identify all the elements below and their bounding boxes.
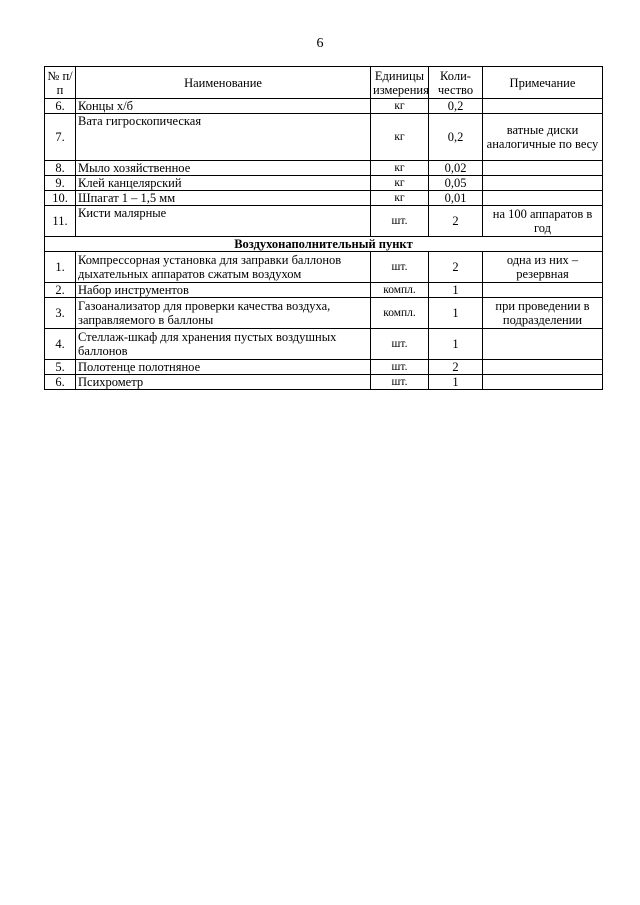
row-num: 6.	[45, 99, 76, 114]
row-unit: кг	[371, 99, 429, 114]
row-unit: кг	[371, 114, 429, 161]
row-unit: шт.	[371, 206, 429, 237]
row-qty: 0,2	[429, 114, 483, 161]
table-row	[45, 375, 603, 390]
table-row	[45, 283, 603, 298]
row-unit: шт.	[371, 360, 429, 375]
table-row	[45, 191, 603, 206]
header-qty: Коли-чество	[429, 67, 483, 99]
row-name: Клей канцелярский	[76, 176, 371, 191]
row-num: 2.	[45, 283, 76, 298]
table-row	[45, 176, 603, 191]
row-num: 6.	[45, 375, 76, 390]
row-qty: 2	[429, 360, 483, 375]
row-unit: компл.	[371, 283, 429, 298]
row-qty: 2	[429, 206, 483, 237]
row-unit: компл.	[371, 298, 429, 329]
row-note: ватные диски аналогичные по весу	[483, 114, 603, 161]
header-name: Наименование	[76, 67, 371, 99]
row-note	[483, 283, 603, 298]
row-name: Набор инструментов	[76, 283, 371, 298]
row-name: Стеллаж-шкаф для хранения пустых воздушных баллонов	[76, 329, 371, 360]
row-name: Кисти малярные	[76, 206, 371, 237]
table-header-row	[45, 67, 603, 99]
row-qty: 0,2	[429, 99, 483, 114]
row-note	[483, 375, 603, 390]
row-qty: 0,02	[429, 161, 483, 176]
row-qty: 0,05	[429, 176, 483, 191]
row-note	[483, 191, 603, 206]
table-row	[45, 252, 603, 283]
row-name: Шпагат 1 – 1,5 мм	[76, 191, 371, 206]
row-note	[483, 329, 603, 360]
row-num: 8.	[45, 161, 76, 176]
row-qty: 1	[429, 375, 483, 390]
table-row	[45, 298, 603, 329]
row-qty: 2	[429, 252, 483, 283]
row-note: при проведении в подразделении	[483, 298, 603, 329]
row-note	[483, 99, 603, 114]
row-num: 7.	[45, 114, 76, 161]
row-note: на 100 аппаратов в год	[483, 206, 603, 237]
header-num: № п/п	[45, 67, 76, 99]
row-num: 3.	[45, 298, 76, 329]
row-name: Вата гигроскопическая	[76, 114, 371, 161]
row-name: Компрессорная установка для заправки баллонов дыхательных аппаратов сжатым воздухом	[76, 252, 371, 283]
row-num: 10.	[45, 191, 76, 206]
header-unit: Единицы измерения	[371, 67, 429, 99]
row-name: Полотенце полотняное	[76, 360, 371, 375]
row-name: Газоанализатор для проверки качества воздуха, заправляемого в баллоны	[76, 298, 371, 329]
row-num: 4.	[45, 329, 76, 360]
row-num: 5.	[45, 360, 76, 375]
row-note	[483, 176, 603, 191]
row-num: 1.	[45, 252, 76, 283]
row-unit: шт.	[371, 375, 429, 390]
row-note	[483, 360, 603, 375]
table-row	[45, 360, 603, 375]
row-qty: 0,01	[429, 191, 483, 206]
table-row	[45, 329, 603, 360]
row-name: Концы х/б	[76, 99, 371, 114]
row-note: одна из них – резервная	[483, 252, 603, 283]
table-row	[45, 99, 603, 114]
row-name: Психрометр	[76, 375, 371, 390]
row-num: 9.	[45, 176, 76, 191]
table-row	[45, 206, 603, 237]
section-row	[45, 237, 603, 252]
row-qty: 1	[429, 329, 483, 360]
row-qty: 1	[429, 283, 483, 298]
row-unit: кг	[371, 191, 429, 206]
page-number: 6	[316, 36, 324, 51]
table-row	[45, 161, 603, 176]
row-num: 11.	[45, 206, 76, 237]
row-note	[483, 161, 603, 176]
header-note: Примечание	[483, 67, 603, 99]
section-title: Воздухонаполнительный пункт	[45, 237, 603, 252]
row-unit: шт.	[371, 252, 429, 283]
equipment-table	[44, 66, 603, 390]
table-row	[45, 114, 603, 161]
row-unit: кг	[371, 161, 429, 176]
row-qty: 1	[429, 298, 483, 329]
row-unit: шт.	[371, 329, 429, 360]
row-name: Мыло хозяйственное	[76, 161, 371, 176]
row-unit: кг	[371, 176, 429, 191]
